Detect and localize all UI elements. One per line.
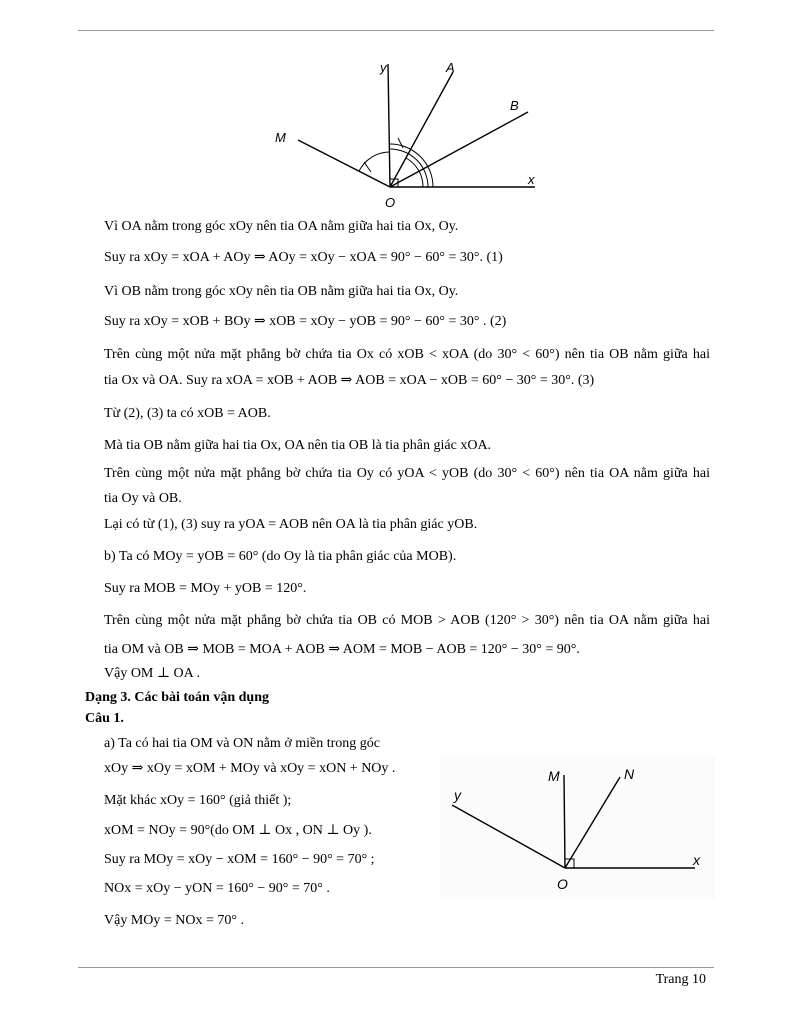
label-m: M bbox=[275, 130, 286, 145]
label-n-2: N bbox=[624, 766, 635, 782]
text-line-14: Trên cùng một nửa mặt phẳng bờ chứa tia OB có MOB > AOB (120° > 30°) nên tia OA nằm giữa hai bbox=[104, 613, 710, 628]
text-line-11: Lại có từ (1), (3) suy ra yOA = AOB nên OA là tia phân giác yOB. bbox=[104, 517, 478, 532]
section-title: Dạng 3. Các bài toán vận dụng bbox=[85, 690, 269, 705]
ray-oy bbox=[388, 64, 390, 187]
q1-line-7: Vậy MOy = NOx = 70° . bbox=[104, 913, 244, 928]
text-line-8: Mà tia OB nằm giữa hai tia Ox, OA nên tia OB là tia phân giác xOA. bbox=[104, 438, 492, 453]
text-line-16: Vậy OM ⊥ OA . bbox=[104, 666, 200, 681]
label-x: x bbox=[528, 172, 535, 187]
q1-line-6: NOx = xOy − yON = 160° − 90° = 70° . bbox=[104, 881, 330, 896]
page-number: Trang 10 bbox=[655, 972, 706, 987]
label-a: A bbox=[446, 60, 455, 75]
label-m-2: M bbox=[548, 768, 560, 784]
angle-arc-inner bbox=[406, 158, 423, 187]
ray-om bbox=[298, 140, 390, 187]
label-y-2: y bbox=[454, 787, 461, 803]
angle-arc-left bbox=[359, 152, 389, 171]
text-line-12: b) Ta có MOy = yOB = 60° (do Oy là tia phân giác của MOB). bbox=[104, 549, 457, 564]
text-line-5: Trên cùng một nửa mặt phẳng bờ chứa tia Ox có xOB < xOA (do 30° < 60°) nên tia OB nằm giữa hai bbox=[104, 347, 710, 362]
text-line-15: tia OM và OB ⇒ MOB = MOA + AOB ⇒ AOM = MOB − AOB = 120° − 30° = 90°. bbox=[104, 642, 580, 657]
q1-line-1: a) Ta có hai tia OM và ON nằm ở miền trong góc bbox=[104, 736, 380, 751]
q1-line-3: Mặt khác xOy = 160° (giả thiết ); bbox=[104, 793, 292, 808]
label-x-2: x bbox=[693, 852, 700, 868]
text-line-2: Suy ra xOy = xOA + AOy ⇒ AOy = xOy − xOA = 90° − 60° = 30°. (1) bbox=[104, 250, 503, 265]
q1-line-2: xOy ⇒ xOy = xOM + MOy và xOy = xON + NOy . bbox=[104, 761, 396, 776]
ray-om-2 bbox=[564, 775, 565, 868]
q1-line-4: xOM = NOy = 90°(do OM ⊥ Ox , ON ⊥ Oy ). bbox=[104, 823, 372, 838]
tick-mark-1 bbox=[364, 162, 371, 172]
footer-rule bbox=[78, 967, 714, 968]
label-y: y bbox=[380, 60, 387, 75]
text-line-10: tia Oy và OB. bbox=[104, 491, 182, 506]
angle-figure-2 bbox=[440, 755, 715, 900]
tick-mark-2 bbox=[398, 138, 403, 148]
question-label: Câu 1. bbox=[85, 711, 124, 726]
angle-figure-1 bbox=[260, 52, 550, 212]
text-line-1: Vì OA nằm trong góc xOy nên tia OA nằm giữa hai tia Ox, Oy. bbox=[104, 219, 459, 234]
header-rule bbox=[78, 30, 714, 31]
label-o: O bbox=[385, 195, 396, 210]
text-line-13: Suy ra MOB = MOy + yOB = 120°. bbox=[104, 581, 307, 596]
label-b: B bbox=[510, 98, 519, 113]
text-line-4: Suy ra xOy = xOB + BOy ⇒ xOB = xOy − yOB = 90° − 60° = 30° . (2) bbox=[104, 314, 507, 329]
text-line-3: Vì OB nằm trong góc xOy nên tia OB nằm giữa hai tia Ox, Oy. bbox=[104, 284, 459, 299]
label-o-2: O bbox=[557, 876, 568, 892]
q1-line-5: Suy ra MOy = xOy − xOM = 160° − 90° = 70° ; bbox=[104, 852, 375, 867]
text-line-7: Từ (2), (3) ta có xOB = AOB. bbox=[104, 406, 271, 421]
angle-arc-outer bbox=[389, 144, 433, 187]
text-line-9: Trên cùng một nửa mặt phẳng bờ chứa tia Oy có yOA < yOB (do 30° < 60°) nên tia OA nằm giữa hai bbox=[104, 466, 710, 481]
text-line-6: tia Ox và OA. Suy ra xOA = xOB + AOB ⇒ AOB = xOA − xOB = 60° − 30° = 30°. (3) bbox=[104, 373, 595, 388]
